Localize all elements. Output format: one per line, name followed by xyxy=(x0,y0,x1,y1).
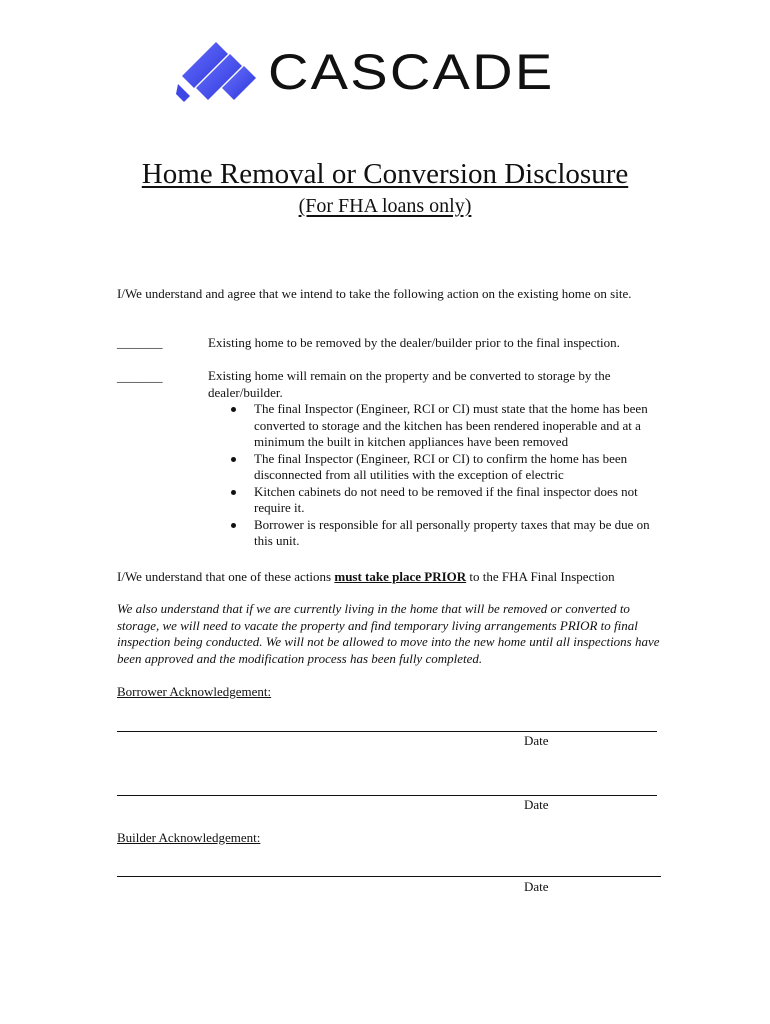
builder-signature-line[interactable] xyxy=(117,876,661,877)
borrower-signature-line-1[interactable] xyxy=(117,731,657,732)
italic-note: We also understand that if we are currently living in the home that will be removed or converted to storage, we will need to vacate the property and find temporary living arrangements PRIOR to final inspection being conducted. We will not be allowed to move into the new home until all inspections have been approved and the modification process has been fully completed. xyxy=(117,601,660,666)
date-label: Date xyxy=(524,733,549,748)
date-label: Date xyxy=(524,797,549,812)
list-item: Borrower is responsible for all personally property taxes that may be due on this unit. xyxy=(226,517,666,550)
date-label: Date xyxy=(524,879,549,894)
logo-wordmark: CASCADE xyxy=(268,44,555,100)
page-title: Home Removal or Conversion Disclosure xyxy=(141,158,629,190)
list-item: The final Inspector (Engineer, RCI or CI) to confirm the home has been disconnected from all utilities with the exception of electric xyxy=(226,451,666,484)
intro-paragraph: I/We understand and agree that we intend to take the following action on the existing home on site. xyxy=(117,286,632,301)
borrower-ack-heading: Borrower Acknowledgement: xyxy=(117,684,272,699)
borrower-signature-line-2[interactable] xyxy=(117,795,657,796)
prior-emphasis: must take place PRIOR xyxy=(334,569,467,584)
option-2-text: Existing home will remain on the property and be converted to storage by the dealer/builder. xyxy=(208,368,611,400)
conversion-requirements-list xyxy=(226,401,666,550)
builder-ack-heading: Builder Acknowledgement: xyxy=(117,830,261,845)
option-1-text: Existing home to be removed by the dealer/builder prior to the final inspection. xyxy=(208,335,620,350)
understand-statement: I/We understand that one of these actions must take place PRIOR to the FHA Final Inspection xyxy=(117,569,615,584)
option-2-blank[interactable]: _______ xyxy=(117,369,163,384)
list-item: The final Inspector (Engineer, RCI or CI) must state that the home has been converted to storage and the kitchen has been rendered inoperable and at a minimum the built in kitchen appliances have been removed xyxy=(226,401,666,451)
page-subtitle: (For FHA loans only) xyxy=(298,195,472,217)
option-1-blank[interactable]: _______ xyxy=(117,335,163,350)
cascade-logo xyxy=(176,40,596,104)
cascade-diamond-logo-icon xyxy=(176,40,268,104)
list-item: Kitchen cabinets do not need to be removed if the final inspector does not require it. xyxy=(226,484,666,517)
